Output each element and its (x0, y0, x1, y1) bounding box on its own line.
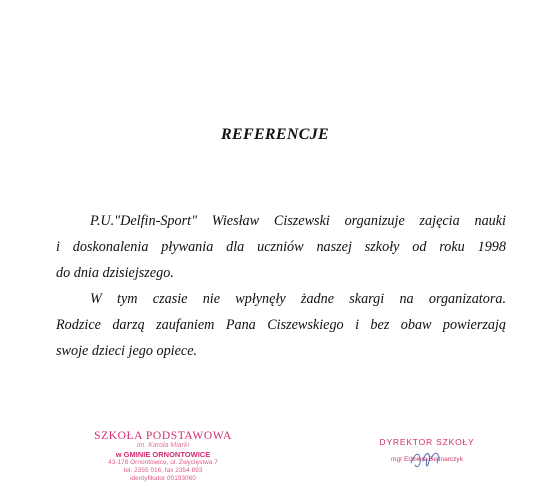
signature-mark (405, 445, 465, 475)
paragraph-1-line-2: i doskonalenia pływania dla uczniów naszej szkoły od roku 1998 (56, 239, 506, 255)
paragraph-1-line-3: do dnia dzisiejszego. (56, 265, 174, 281)
paragraph-1-line-1: P.U."Delfin-Sport" Wiesław Ciszewski organizuje zajęcia nauki (90, 213, 506, 229)
school-stamp-patron: im. Karola Miarki (136, 442, 190, 449)
director-stamp-title: DYREKTOR SZKOŁY (379, 437, 475, 447)
school-stamp (88, 430, 238, 483)
school-stamp-identifier: identyfikator 00193060 (130, 475, 196, 482)
document-title: REFERENCJE (221, 126, 329, 143)
paragraph-2-line-2: Rodzice darzą zaufaniem Pana Ciszewskiego i bez obaw powierzają (56, 317, 506, 333)
school-stamp-name: SZKOŁA PODSTAWOWA (94, 430, 232, 442)
school-stamp-phone: tel. 2355 016, fax 2354 893 (123, 467, 203, 474)
letter-body (56, 208, 506, 364)
school-stamp-address: 43-178 Ornontowice, ul. Zwycięstwa 7 (108, 459, 218, 466)
paragraph-2 (56, 286, 506, 364)
director-stamp-name: mgr Elżbieta Bednarczyk (391, 456, 463, 463)
paragraph-2-line-3: swoje dzieci jego opiece. (56, 343, 198, 359)
school-stamp-municipality: w GMINIE ORNONTOWICE (115, 450, 211, 459)
paragraph-2-line-1: W tym czasie nie wpłynęły żadne skargi na organizatora. (90, 291, 506, 307)
paragraph-1 (56, 208, 506, 286)
